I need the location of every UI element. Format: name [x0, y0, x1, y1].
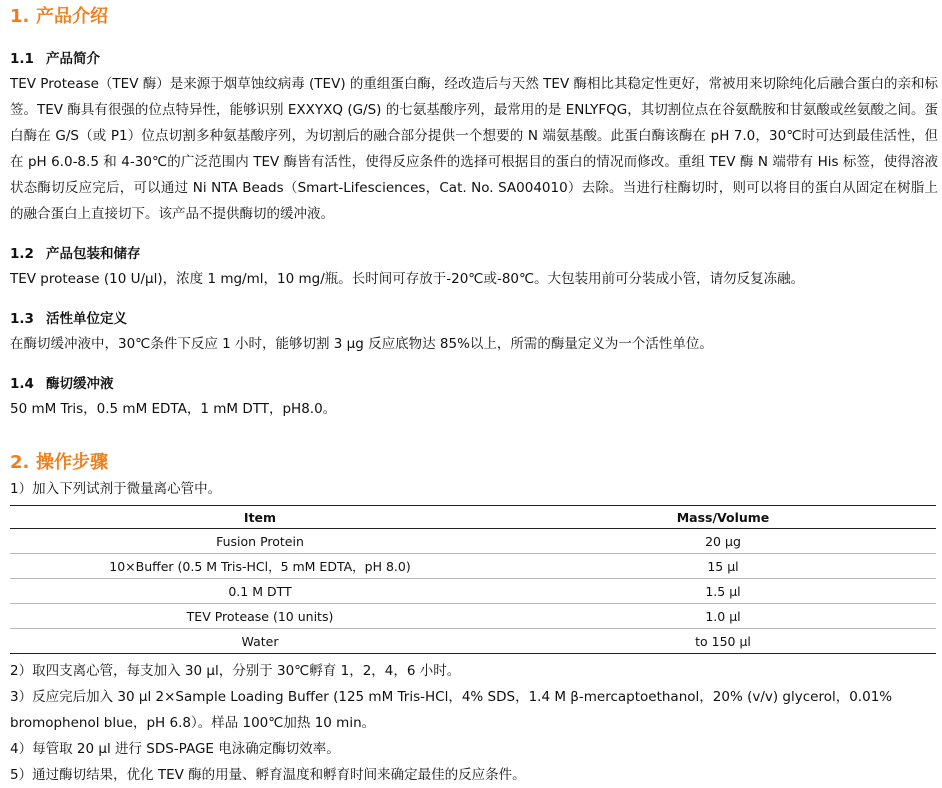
- table-cell-amount: to 150 μl: [510, 629, 936, 654]
- section-title: 产品介绍: [36, 6, 108, 27]
- reagent-table: [10, 505, 936, 654]
- subsection-title: 产品简介: [46, 51, 100, 67]
- table-cell-amount: 1.0 μl: [510, 604, 936, 629]
- subsection-heading-unit-definition: [10, 310, 938, 328]
- document-page: [10, 0, 938, 788]
- table-cell-item: 0.1 M DTT: [10, 579, 510, 604]
- table-row: [10, 554, 936, 579]
- section-heading-intro: [10, 6, 938, 28]
- subsection-number: 1.3: [10, 311, 34, 327]
- section-title: 操作步骤: [36, 452, 108, 473]
- table-row: [10, 579, 936, 604]
- subsection-number: 1.4: [10, 376, 34, 392]
- table-cell-item: Water: [10, 629, 510, 654]
- table-cell-amount: 20 μg: [510, 529, 936, 554]
- subsection-number: 1.2: [10, 246, 34, 262]
- table-header-row: [10, 506, 936, 529]
- table-row: [10, 604, 936, 629]
- section-number: 1.: [10, 6, 30, 27]
- table-row: [10, 629, 936, 654]
- procedure-step-2: 2）取四支离心管，每支加入 30 μl，分别于 30℃孵育 1，2，4，6 小时。: [10, 663, 461, 679]
- table-cell-amount: 15 μl: [510, 554, 936, 579]
- procedure-step-4: 4）每管取 20 μl 进行 SDS-PAGE 电泳确定酶切效率。: [10, 741, 340, 757]
- table-header-item: Item: [10, 506, 510, 529]
- subsection-title: 活性单位定义: [46, 311, 127, 327]
- subsection-title: 酶切缓冲液: [46, 376, 114, 392]
- table-cell-amount: 1.5 μl: [510, 579, 936, 604]
- table-cell-item: TEV Protease (10 units): [10, 604, 510, 629]
- subsection-heading-storage: [10, 245, 938, 263]
- section-number: 2.: [10, 452, 30, 473]
- procedure-step-3: 3）反应完后加入 30 μl 2×Sample Loading Buffer (125 mM Tris-HCl，4% SDS，1.4 M β-mercaptoethanol，20% (v/v) glycerol，0.01% bromophenol blue，pH 6.8）。样品 100℃加热 10 min。: [10, 689, 893, 731]
- storage-paragraph: TEV protease (10 U/μl)，浓度 1 mg/ml，10 mg/瓶。长时间可存放于-20℃或-80℃。大包装用前可分装成小管，请勿反复冻融。: [10, 271, 805, 287]
- subsection-heading-overview: [10, 50, 938, 68]
- subsection-title: 产品包装和储存: [46, 246, 141, 262]
- unit-definition-paragraph: 在酶切缓冲液中，30℃条件下反应 1 小时，能够切割 3 μg 反应底物达 85%以上，所需的酶量定义为一个活性单位。: [10, 336, 713, 352]
- table-header-mass-volume: Mass/Volume: [510, 506, 936, 529]
- overview-paragraph: TEV Protease（TEV 酶）是来源于烟草蚀纹病毒 (TEV) 的重组蛋白酶，经改造后与天然 TEV 酶相比其稳定性更好，常被用来切除纯化后融合蛋白的亲和标签。TEV 酶具有很强的位点特异性，能够识别 EXXYXQ (G/S) 的七氨基酸序列，最常用的是 ENLYFQG，其切割位点在谷氨酰胺和甘氨酸或丝氨酸之间。蛋白酶在 G/S（或 P1）位点切割多种氨基酸序列，为切割后的融合部分提供一个想要的 N 端氨基酸。此蛋白酶该酶在 pH 7.0，30℃时可达到最佳活性，但在 pH 6.0-8.5 和 4-30℃的广泛范围内 TEV 酶皆有活性，使得反应条件的选择可根据目的蛋白的情况而修改。重组 TEV 酶 N 端带有 His 标签，使得溶液状态酶切反应完后，可以通过 Ni NTA Beads（Smart-Lifesciences，Cat. No. SA004010）去除。当进行柱酶切时，则可以将目的蛋白从固定在树脂上的融合蛋白上直接切下。该产品不提供酶切的缓冲液。: [10, 76, 938, 222]
- table-row: [10, 529, 936, 554]
- section-heading-procedure: [10, 452, 938, 474]
- table-cell-item: Fusion Protein: [10, 529, 510, 554]
- procedure-step-5: 5）通过酶切结果，优化 TEV 酶的用量、孵育温度和孵育时间来确定最佳的反应条件。: [10, 767, 526, 783]
- buffer-paragraph: 50 mM Tris，0.5 mM EDTA，1 mM DTT，pH8.0。: [10, 401, 337, 417]
- subsection-heading-buffer: [10, 375, 938, 393]
- table-cell-item: 10×Buffer (0.5 M Tris-HCl，5 mM EDTA，pH 8.0): [10, 554, 510, 579]
- procedure-step-1: 1）加入下列试剂于微量离心管中。: [10, 481, 222, 497]
- subsection-number: 1.1: [10, 51, 34, 67]
